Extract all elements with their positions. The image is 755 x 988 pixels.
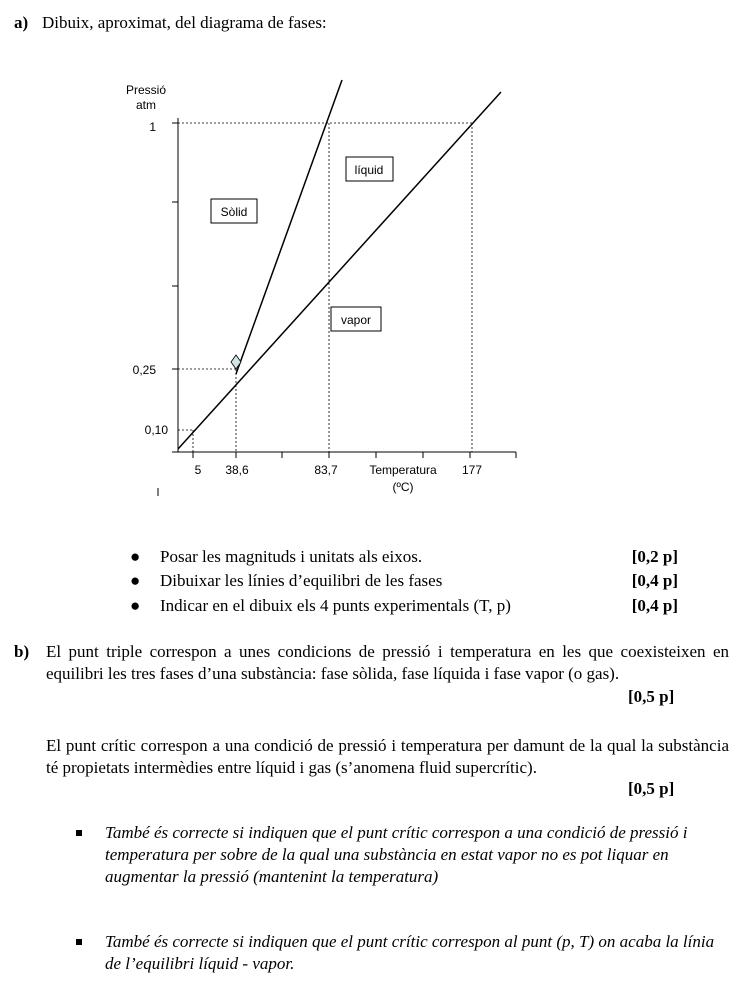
bullet-item <box>130 546 690 568</box>
x-tick-label: 38,6 <box>225 463 249 477</box>
note-alternative-1: També és correcte si indiquen que el punt crític correspon a una condició de pressió i temperatura per sobre de la qual una substància en estat vapor no es pot liquar en augmentar la pressió (mantenint la temperatura) <box>105 823 688 886</box>
vapor-region-label: vapor <box>340 313 372 327</box>
bullet-item <box>130 570 690 592</box>
y-tick-label: 1 <box>149 120 156 134</box>
liquid-vapor-line <box>178 92 501 449</box>
x-tick-label: 177 <box>461 463 483 477</box>
part-a-label: a) <box>14 13 29 32</box>
bullet-text: Posar les magnituds i unitats als eixos. <box>160 547 423 566</box>
bullet-points: [0,4 p] <box>631 596 678 615</box>
note-bullet <box>76 830 82 836</box>
bullet-dot: ● <box>130 571 141 590</box>
y-axis-label: Pressió <box>125 83 167 97</box>
critical-point-text: El punt crític correspon a una condició de pressió i temperatura per damunt de la qual la substància té propietats intermèdies entre líquid i gas (s’anomena fluid supercrític). <box>46 736 729 777</box>
bullet-dot: ● <box>130 547 141 566</box>
bullet-text: Dibuixar les línies d’equilibri de les fases <box>160 571 443 590</box>
bullet-item <box>130 595 690 617</box>
x-axis-label: Temperatura <box>369 463 437 477</box>
x-axis-unit: (ºC) <box>392 480 414 494</box>
y-axis-unit: atm <box>135 98 157 112</box>
triple-point-marker <box>231 355 241 369</box>
triple-point-text: El punt triple correspon a unes condicions de pressió i temperatura en les que coexisteixen en equilibri les tres fases d’una substància: fase sòlida, fase líquida i fase vapor (o gas). <box>46 642 729 683</box>
x-tick-label: 83,7 <box>314 463 338 477</box>
x-tick-label: 5 <box>194 463 202 477</box>
liquid-region-label: líquid <box>354 163 384 177</box>
bullet-dot: ● <box>130 596 141 615</box>
y-tick-label: 0,25 <box>132 363 156 377</box>
solid-region-label: Sòlid <box>220 205 248 219</box>
note-bullet <box>76 939 82 945</box>
bullet-text: Indicar en el dibuix els 4 punts experimentals (T, p) <box>160 596 511 615</box>
note-alternative-2: També és correcte si indiquen que el punt crític correspon al punt (p, T) on acaba la línia de l’equilibri líquid - vapor. <box>105 932 715 973</box>
critical-point-points: [0,5 p] <box>628 779 675 798</box>
bullet-points: [0,2 p] <box>631 547 678 566</box>
y-tick-label: 0,10 <box>144 423 168 437</box>
bullet-points: [0,4 p] <box>631 571 678 590</box>
critical-point-paragraph <box>46 735 729 779</box>
triple-point-paragraph <box>46 641 729 707</box>
solid-liquid-line <box>236 80 342 374</box>
part-b-label: b) <box>14 642 30 661</box>
x-tick-marks <box>193 452 516 458</box>
part-a-title: Dibuix, aproximat, del diagrama de fases: <box>42 13 327 32</box>
triple-point-points: [0,5 p] <box>628 687 675 706</box>
